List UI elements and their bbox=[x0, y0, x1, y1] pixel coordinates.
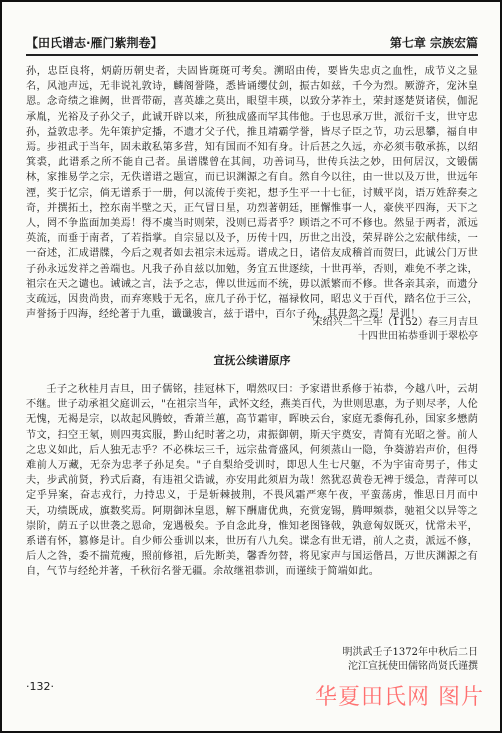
signature-author-2: 沱江宣抚使田儒铭尚贤氏谨撰 bbox=[348, 661, 478, 672]
signature-date-1: 宋绍兴二十三年（1152）春三月吉旦 bbox=[312, 317, 478, 328]
book-title: 【田氏谱志·雁门紫荆卷】 bbox=[26, 36, 163, 50]
preface-paragraph-2: 壬子之秋桂月吉旦，田子儒铭，挂冠林下，喟然叹曰：予家谱世系修于祐恭，今越八叶，云胡不继。世子动承祖父庭训云，"在祖宗当年，武怀文经，燕美百代，为世则思惠，为子则尽孝，人伦无愧，无褐是宗，以故起风腾蛟，香萧兰蕙，高节霜审，晖映云台，家庭无黍侮孔孙，国家多懋荫节文，扫空王氡，则四夷宾服，黔山纪时著之功，肃振御朝，斯天宇奠安，青简有光昭之誉。前人之忠义如此，后人独无志乎？不必株坛三千，远宗盐膏盛风，何须蒸山一隐，争葵游岩声价，但得难前人万藏，无奈为忠孝子孙足矣。"子自梨给受训时，即思人生七尺躯，不为宇宙奇男子，伟丈夫，步武前贤，矜式后裔，有违祖父诰诚，亦安用此须眉为哉！然犹忍黄卷无裨于缓急，青萍可以定乎异案，奋志戎行，力持忠义，于是斩棘披荆，不畏风霜严寒午夜，平蛮荡虏，惟思日月而中天，功绩既成，旗数奖焉。阿期御沐皇恩，解下酬庸优典，充赏宠锡，腾呷频恭，驰祖父以异等之崇阶，荫五子以世袭之恩命，宠遇极矣。予自念此身，惟知老图锋戟，孰意匈奴既灭，忧常未平，系谱有怀，篡修是计。自少师公垂训以来，世历有八九矣。谍念有世无谱，前人之责，派远不修，后人之咎，委不揣荒瘦，照前修祖，后先断美，馨香勿替，将见家声与国运偕昌，万世庆渊源之有自，气节与经纶并著，千秋衍名誉无疆。余故继祖恭训，而谨续于简端如此。 bbox=[26, 384, 478, 578]
preface-paragraph-1: 孙，忠臣良将，炳蔚历朝史者，夫固皆斑斑可考矣。溯昭由传，要皆失忠贞之血性，成节义之显名，风池声远，无非说礼敦诗，麟阁誉隆，悉皆诵缨仗剑，振古如兹，千今为烈。厥游齐，宠沐皇恩。念奇绩之谁阙，世晋带砺，喜英雄之莫出，眼望丰瑛，以致分茅祚土，荣封逐楚贤诸侯，伽泥承胤，光裕及子孙父子，此诚开辟以来，所独成盛而罕其伟他。于也思承万世，派衍千支，世守忠孙，益敦忠孝。先年策护定播，不遗才父子代，推且靖霸学誉，皆尽子臣之节，功云思攀，福自申焉。步祖武于当年，固未敢私第多营，知有国而不知有身。计后甚之久远，亦必须韦敬承拣，以绍箕裘，此谱系之所不能自己者。虽谱牒曾在其间，功善词马，世传兵法之妙，田何居汉，文锻儒林，家推易学之宗，无佚谱谱之题宣，而已识渊源之有自。然自今以往，由一世以及万世，世远年湮，奖于忆宗，倘无谱系于一册，何以流传于奕祀，想予生平一十七征，讨贼平岗，语万姓辞奏之奇，并撰拓土，控东南半壁之天，正气冒日星，功烈著朝廷，匪懈惟事一人，豪侠平四海，天下之人，罔不争监面加美焉！得不虞当时则荣，没则已焉者乎？顾语之不可不修也。然显于两者，派远英流，而垂于南者，了若指掌。自宗显以及予，历传十四，历世之出没，荣昇辟公之宏献伟续，一一奋述，汇成谱牒，今后之观者如去祖宗未远焉。谱成之日，诸倍友成稽首而贺曰，此诚公门万世子孙永远发祥之善端也。凡我子孙自兹以加勉，务宜五世逐续，十世再举，否则，难免不孝之诛，祖宗在天之谴也。诫诫之言，法予之志，俾以世远而不统，毋以派繁而不修。世各亲其亲，而遗分支疏远，因贵尚贵，而弃寒贱于无名，庶几子孙于忆，福禄攸同，昭忠义于百代，踏名位于三公，声誉扬于四海，经纶著于九重，谶谶骏言，兹于谱中，百尔子孙，其毋忽之焉！是训！ bbox=[26, 66, 478, 321]
chapter-title: 第七章 宗族宏篇 bbox=[389, 36, 478, 50]
section-title: 宣抚公续谱原序 bbox=[213, 354, 291, 367]
signature-date-2: 明洪武壬子1372年中秋后二日 bbox=[342, 647, 478, 658]
page-header bbox=[26, 32, 478, 56]
watermark: 华夏田氏网 图片 bbox=[315, 685, 484, 710]
page-number: ·132· bbox=[26, 680, 54, 693]
signature-author-1: 十四世田祐恭垂训于翠松亭 bbox=[358, 331, 478, 342]
book-page bbox=[26, 32, 478, 712]
